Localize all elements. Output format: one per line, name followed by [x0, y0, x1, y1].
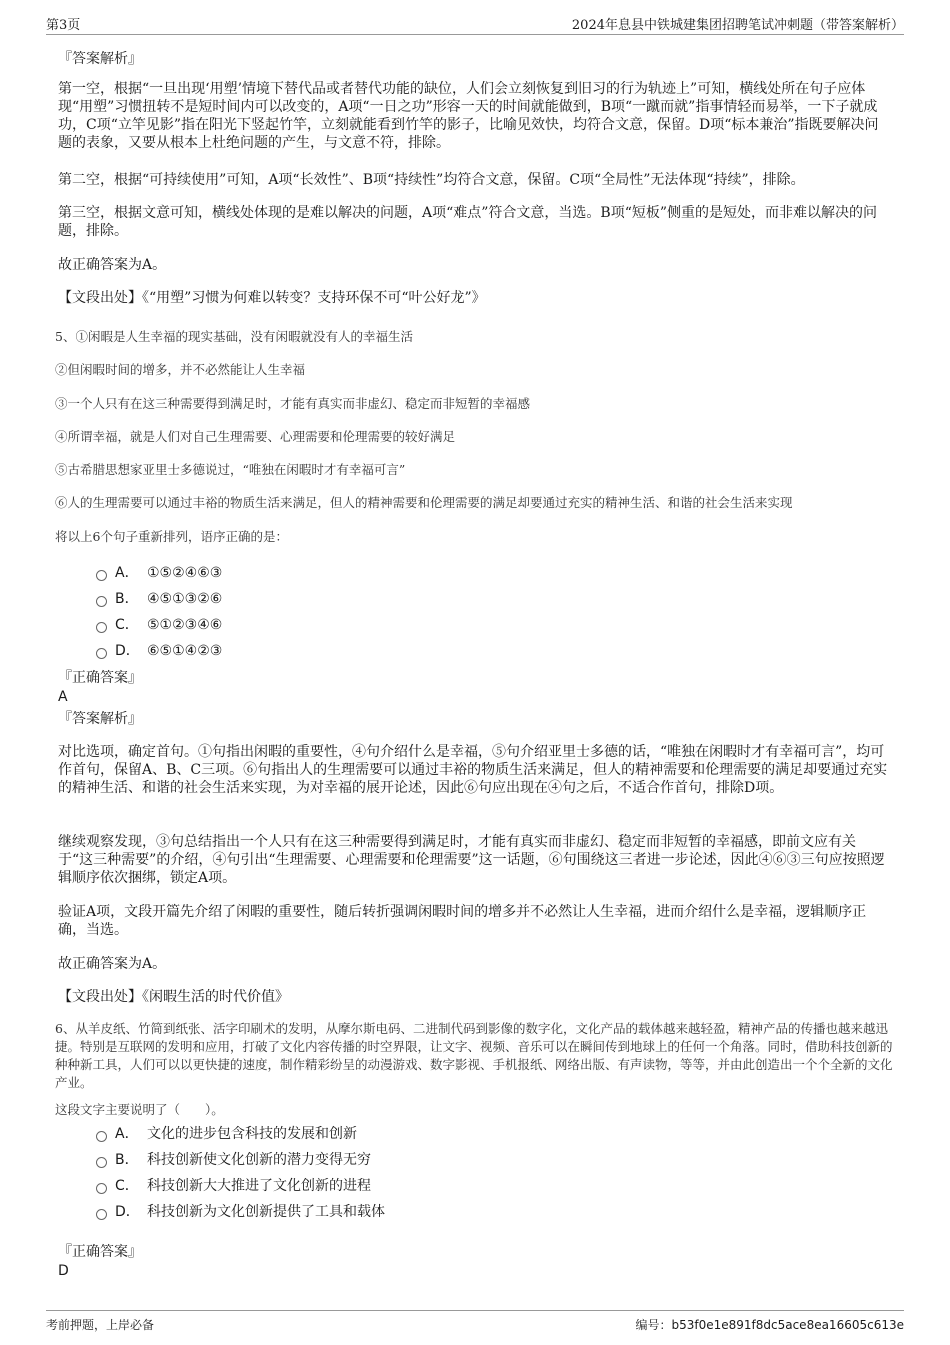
radio-icon[interactable]: [96, 648, 107, 659]
analysis-paragraph: 第三空，根据文意可知，横线处体现的是难以解决的问题，A项“难点”符合文意，当选。B项“短板”侧重的是短处，而非难以解决的问题，排除。: [58, 205, 878, 239]
q5-option-b[interactable]: B． ④⑤①③②⑥: [96, 590, 222, 608]
page-footer: [46, 1310, 904, 1335]
radio-icon[interactable]: [96, 1157, 107, 1168]
q6-stem: 6、从羊皮纸、竹简到纸张、活字印刷术的发明，从摩尔斯电码、二进制代码到影像的数字化，文化产品的载体越来越轻盈，精神产品的传播也越来越迅捷。特别是互联网的发明和应用，打破了文化内容传播的时空界限，让文字、视频、音乐可以在瞬间传到地球上的任何一个角落。同时，借助科技创新的种种新工具，人们可以以更快捷的速度，制作精彩纷呈的动漫游戏、数字影视、手机报纸、网络出版、有声读物，等等，并由此创造出一个个全新的文化产业。: [55, 1021, 893, 1090]
analysis-conclusion: 故正确答案为A。: [58, 956, 167, 972]
q5-sentence: 5、①闲暇是人生幸福的现实基础，没有闲暇就没有人的幸福生活: [55, 329, 413, 344]
q5-sentence: ⑤古希腊思想家亚里士多德说过，“唯独在闲暇时才有幸福可言”: [55, 462, 406, 477]
analysis-paragraph: 对比选项，确定首句。①句指出闲暇的重要性，④句介绍什么是幸福，⑤句介绍亚里士多德的话，“唯独在闲暇时才有幸福可言”，均可作首句，保留A、B、C三项。⑥句指出人的生理需要可以通过丰裕的物质生活来满足，但人的精神需要和伦理需要的满足却要通过充实的精神生活、和谐的社会生活来实现，为对幸福的展开论述，因此⑥句应出现在④句之后，不适合作首句，排除D项。: [58, 744, 888, 796]
q5-prompt: 将以上6个句子重新排列，语序正确的是：: [55, 529, 288, 544]
source-citation: 【文段出处】《“用塑”习惯为何难以转变？支持环保不可“叶公好龙”》: [58, 290, 486, 306]
document-code: 编号：b53f0e1e891f8dc5ace8ea16605c613e: [635, 1318, 904, 1332]
radio-icon[interactable]: [96, 1209, 107, 1220]
page-header: [46, 14, 904, 35]
analysis-paragraph: 第一空，根据“一旦出现‘用塑’情境下替代品或者替代功能的缺位，人们会立刻恢复到旧习的行为轨迹上”可知，横线处所在句子应体现“用塑”习惯扭转不是短时间内可以改变的，A项“一日之功”形容一天的时间就能做到，B项“一蹴而就”指事情轻而易举，一下子就成功，C项“立竿见影”指在阳光下竖起竹竿，立刻就能看到竹竿的影子，比喻见效快，均符合文意，保留。D项“标本兼治”指既要解决问题的表象，又要从根本上杜绝问题的产生，与文意不符，排除。: [58, 81, 879, 151]
correct-answer-label: 『正确答案』: [58, 670, 142, 686]
q5-option-c[interactable]: C． ⑤①②③④⑥: [96, 616, 222, 634]
q6-option-a[interactable]: A． 文化的进步包含科技的发展和创新: [96, 1125, 357, 1143]
q6-option-d[interactable]: D． 科技创新为文化创新提供了工具和载体: [96, 1203, 385, 1221]
q5-sentence: ②但闲暇时间的增多，并不必然能让人生幸福: [55, 362, 306, 377]
q5-sentence: ⑥人的生理需要可以通过丰裕的物质生活来满足，但人的精神需要和伦理需要的满足却要通过充实的精神生活、和谐的社会生活来实现: [55, 495, 793, 510]
analysis-conclusion: 故正确答案为A。: [58, 257, 167, 273]
radio-icon[interactable]: [96, 1183, 107, 1194]
radio-icon[interactable]: [96, 1131, 107, 1142]
document-title: 2024年息县中铁城建集团招聘笔试冲刺题（带答案解析）: [571, 18, 904, 33]
analysis-paragraph: 验证A项，文段开篇先介绍了闲暇的重要性，随后转折强调闲暇时间的增多并不必然让人生幸福，进而介绍什么是幸福，逻辑顺序正确，当选。: [58, 904, 867, 938]
radio-icon[interactable]: [96, 570, 107, 581]
page-number: 第3页: [46, 18, 81, 33]
analysis-paragraph: 继续观察发现，③句总结指出一个人只有在这三种需要得到满足时，才能有真实而非虚幻、稳定而非短暂的幸福感，即前文应有关于“这三种需要”的介绍，④句引出“生理需要、心理需要和伦理需要”这一话题，⑥句围绕这三者进一步论述，因此④⑥③三句应按照逻辑顺序依次捆绑，锁定A项。: [58, 834, 885, 886]
correct-answer: A: [58, 689, 68, 705]
radio-icon[interactable]: [96, 596, 107, 607]
analysis-label: 『答案解析』: [58, 51, 142, 67]
source-citation: 【文段出处】《闲暇生活的时代价值》: [58, 989, 289, 1005]
correct-answer-label: 『正确答案』: [58, 1244, 142, 1260]
q6-prompt: 这段文字主要说明了（ ）。: [55, 1102, 224, 1117]
q5-option-a[interactable]: A． ①⑤②④⑥③: [96, 564, 222, 582]
analysis-label: 『答案解析』: [58, 711, 142, 727]
q5-sentence: ③一个人只有在这三种需要得到满足时，才能有真实而非虚幻、稳定而非短暂的幸福感: [55, 396, 531, 411]
correct-answer: D: [58, 1263, 69, 1279]
q6-option-b[interactable]: B． 科技创新使文化创新的潜力变得无穷: [96, 1151, 371, 1169]
q5-sentence: ④所谓幸福，就是人们对自己生理需要、心理需要和伦理需要的较好满足: [55, 429, 456, 444]
analysis-paragraph: 第二空，根据“可持续使用”可知，A项“长效性”、B项“持续性”均符合文意，保留。C项“全局性”无法体现“持续”，排除。: [58, 172, 805, 188]
q6-option-c[interactable]: C． 科技创新大大推进了文化创新的进程: [96, 1177, 371, 1195]
footer-slogan: 考前押题，上岸必备: [46, 1318, 155, 1332]
q5-option-d[interactable]: D． ⑥⑤①④②③: [96, 642, 222, 660]
radio-icon[interactable]: [96, 622, 107, 633]
